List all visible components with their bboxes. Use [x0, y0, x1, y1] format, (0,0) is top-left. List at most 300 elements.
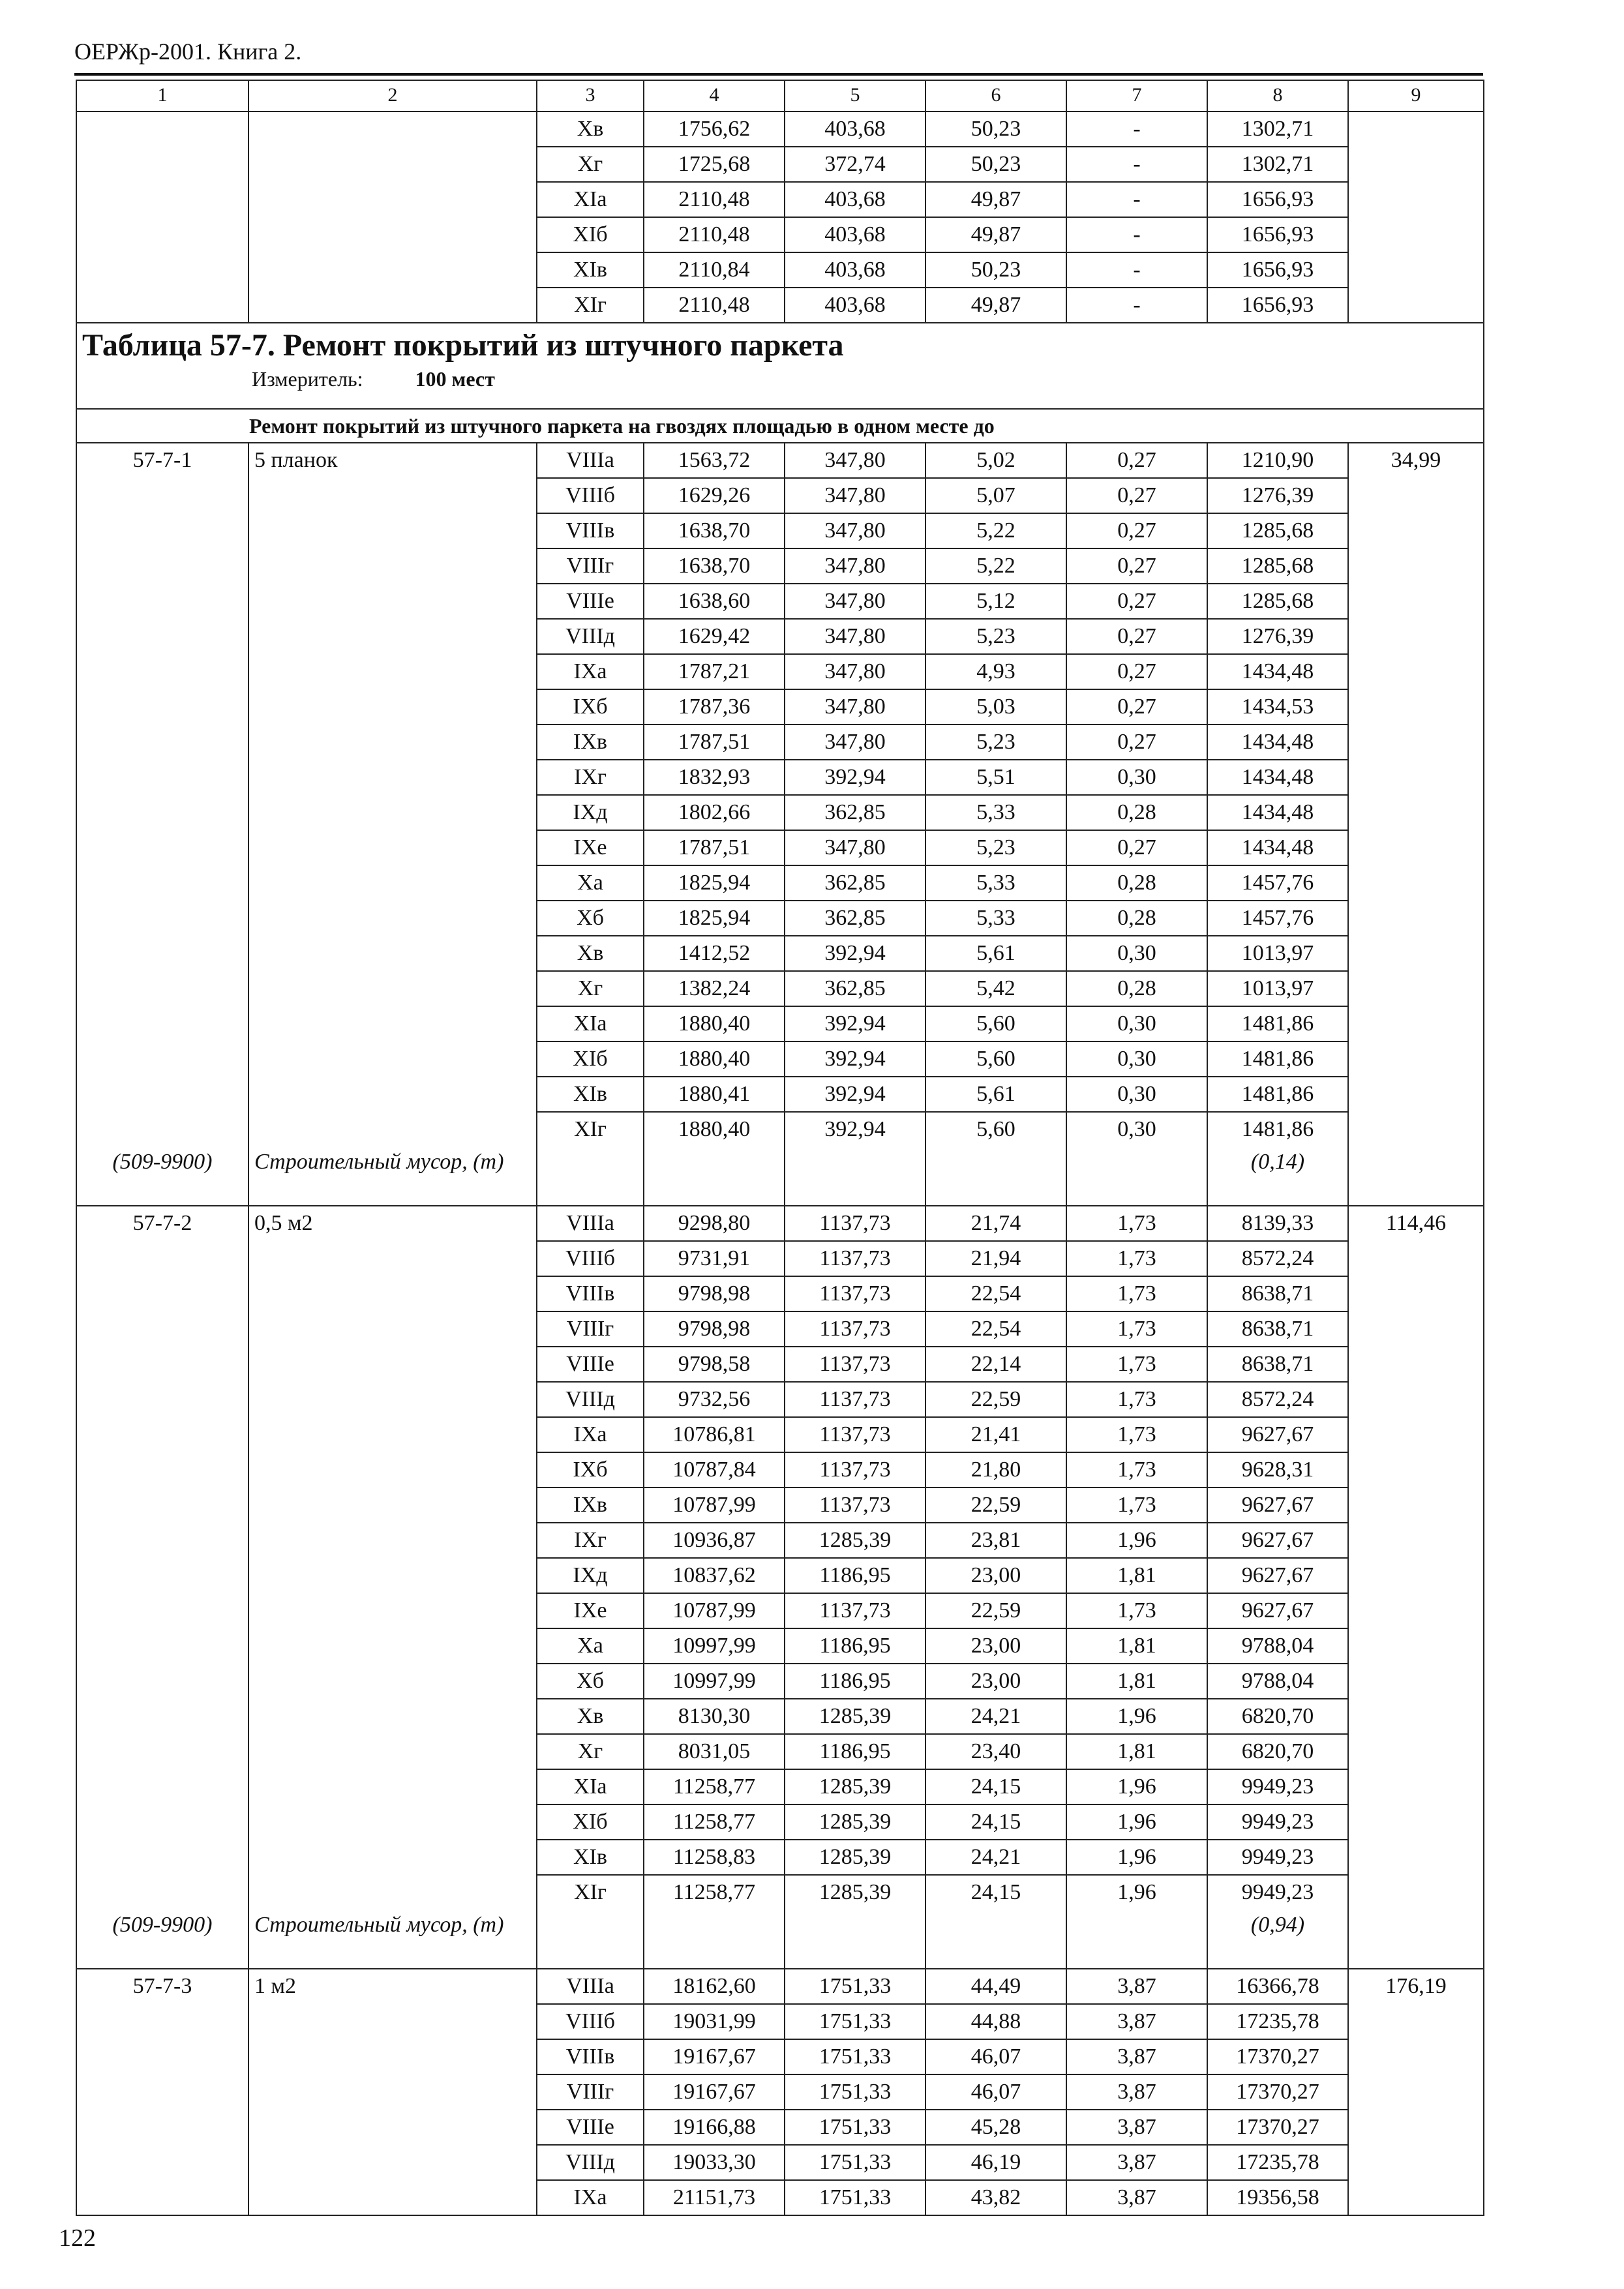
machines-cell: 5,42 [925, 971, 1066, 1006]
table-row [76, 795, 1484, 830]
rate-code-cell [76, 2004, 248, 2039]
zone-code-cell: VIIIд [537, 619, 644, 654]
rate-code-cell [76, 1276, 248, 1311]
materials-cell: 6820,70 [1207, 1734, 1348, 1769]
rate-name-cell [248, 217, 537, 252]
table-row [76, 1769, 1484, 1804]
machines-cell: 5,51 [925, 760, 1066, 795]
empty-cell [644, 1146, 785, 1206]
machinist-wages-cell: 3,87 [1066, 2145, 1207, 2180]
column-number: 9 [1348, 80, 1484, 112]
total-cost-cell: 21151,73 [644, 2180, 785, 2215]
wages-cell: 362,85 [785, 795, 925, 830]
total-cost-cell: 2110,48 [644, 182, 785, 217]
wages-cell: 347,80 [785, 443, 925, 478]
rate-name-cell [248, 1804, 537, 1840]
materials-cell: 8139,33 [1207, 1206, 1348, 1241]
labor-cost-cell [1348, 1347, 1484, 1382]
table-row [76, 1628, 1484, 1664]
materials-cell: 1434,48 [1207, 654, 1348, 689]
empty-cell [785, 1909, 925, 1969]
total-cost-cell: 1629,26 [644, 478, 785, 513]
table-row [76, 1523, 1484, 1558]
total-cost-cell: 1880,40 [644, 1041, 785, 1077]
zone-code-cell: IXб [537, 1452, 644, 1488]
materials-cell: 8572,24 [1207, 1382, 1348, 1417]
rate-code-cell [76, 936, 248, 971]
rate-code-cell [76, 1699, 248, 1734]
total-cost-cell: 1880,40 [644, 1112, 785, 1146]
rate-code-cell [76, 1452, 248, 1488]
total-cost-cell: 11258,83 [644, 1840, 785, 1875]
zone-code-cell: IXа [537, 654, 644, 689]
table-row [76, 1558, 1484, 1593]
table-row [76, 1840, 1484, 1875]
rate-name-cell [248, 830, 537, 865]
machines-cell: 24,15 [925, 1875, 1066, 1909]
zone-code-cell: VIIIа [537, 1969, 644, 2004]
total-cost-cell: 11258,77 [644, 1769, 785, 1804]
machinist-wages-cell: 1,73 [1066, 1382, 1207, 1417]
materials-cell: 1013,97 [1207, 971, 1348, 1006]
machines-cell: 49,87 [925, 288, 1066, 323]
labor-cost-cell [1348, 513, 1484, 548]
total-cost-cell: 10786,81 [644, 1417, 785, 1452]
wages-cell: 1137,73 [785, 1276, 925, 1311]
machines-cell: 5,02 [925, 443, 1066, 478]
debris-value: (0,14) [1250, 1150, 1305, 1174]
rate-name-cell [248, 1628, 537, 1664]
total-cost-cell: 10936,87 [644, 1523, 785, 1558]
rate-code-cell [76, 725, 248, 760]
rate-code-cell [76, 478, 248, 513]
machinist-wages-cell: - [1066, 252, 1207, 288]
machines-cell: 46,07 [925, 2074, 1066, 2110]
materials-cell: 1434,48 [1207, 760, 1348, 795]
rate-name-cell [248, 1041, 537, 1077]
rate-name-cell [248, 1452, 537, 1488]
empty-cell [785, 1146, 925, 1206]
machinist-wages-cell: 1,96 [1066, 1875, 1207, 1909]
rate-name-cell [248, 1241, 537, 1276]
rate-name-cell [248, 147, 537, 182]
machinist-wages-cell: 0,30 [1066, 760, 1207, 795]
total-cost-cell: 1629,42 [644, 619, 785, 654]
machinist-wages-cell: 1,81 [1066, 1558, 1207, 1593]
zone-code-cell: Xв [537, 936, 644, 971]
materials-cell: 1481,86 [1207, 1041, 1348, 1077]
rate-name-cell [248, 112, 537, 147]
wages-cell: 392,94 [785, 1006, 925, 1041]
debris-value: (0,94) [1250, 1913, 1305, 1937]
rate-name-cell [248, 478, 537, 513]
machinist-wages-cell: - [1066, 182, 1207, 217]
zone-code-cell: XIв [537, 252, 644, 288]
rate-name-cell [248, 1382, 537, 1417]
empty-cell [1348, 1146, 1484, 1206]
labor-cost-cell [1348, 1041, 1484, 1077]
wages-cell: 362,85 [785, 865, 925, 901]
rate-code-cell [76, 1077, 248, 1112]
zone-code-cell: Xб [537, 1664, 644, 1699]
zone-code-cell: IXе [537, 1593, 644, 1628]
labor-cost-cell [1348, 830, 1484, 865]
machines-cell: 22,59 [925, 1488, 1066, 1523]
materials-cell: 9949,23 [1207, 1875, 1348, 1909]
rate-code-cell [76, 1628, 248, 1664]
machinist-wages-cell: 0,30 [1066, 1006, 1207, 1041]
machines-cell: 23,40 [925, 1734, 1066, 1769]
rate-name-cell [248, 548, 537, 584]
wages-cell: 347,80 [785, 584, 925, 619]
machines-cell: 4,93 [925, 654, 1066, 689]
machines-cell: 24,21 [925, 1840, 1066, 1875]
total-cost-cell: 1787,51 [644, 830, 785, 865]
machines-cell: 5,33 [925, 795, 1066, 830]
rate-name-cell [248, 252, 537, 288]
machines-cell: 5,61 [925, 1077, 1066, 1112]
wages-cell: 347,80 [785, 478, 925, 513]
wages-cell: 1137,73 [785, 1206, 925, 1241]
debris-name-cell [248, 1146, 537, 1206]
labor-cost-cell [1348, 1840, 1484, 1875]
zone-code-cell: IXа [537, 2180, 644, 2215]
labor-cost-cell [1348, 1077, 1484, 1112]
rate-code-cell [76, 1241, 248, 1276]
empty-cell [925, 1146, 1066, 1206]
table-row [76, 1241, 1484, 1276]
machinist-wages-cell: 0,28 [1066, 971, 1207, 1006]
rate-name-cell [248, 619, 537, 654]
labor-cost-cell [1348, 689, 1484, 725]
rate-code-cell [76, 1558, 248, 1593]
wages-cell: 1137,73 [785, 1241, 925, 1276]
rate-code-cell [76, 1664, 248, 1699]
rate-code-cell [76, 1041, 248, 1077]
rate-code-cell [76, 1769, 248, 1804]
total-cost-cell: 9732,56 [644, 1382, 785, 1417]
wages-cell: 1137,73 [785, 1347, 925, 1382]
table-row [76, 1112, 1484, 1146]
machines-cell: 50,23 [925, 112, 1066, 147]
materials-cell: 17370,27 [1207, 2110, 1348, 2145]
estimate-table [76, 80, 1484, 2216]
total-cost-cell: 10787,84 [644, 1452, 785, 1488]
total-cost-cell: 1832,93 [644, 760, 785, 795]
rate-code-cell [76, 760, 248, 795]
rate-code-cell [76, 1347, 248, 1382]
labor-cost-cell [1348, 1311, 1484, 1347]
wages-cell: 1751,33 [785, 2110, 925, 2145]
machines-cell: 22,59 [925, 1593, 1066, 1628]
zone-code-cell: IXд [537, 1558, 644, 1593]
table-row [76, 1382, 1484, 1417]
wages-cell: 1285,39 [785, 1875, 925, 1909]
total-cost-cell: 10787,99 [644, 1593, 785, 1628]
rate-code-cell [76, 288, 248, 323]
total-cost-cell: 1825,94 [644, 901, 785, 936]
table-row [76, 1452, 1484, 1488]
rate-name-cell [248, 2004, 537, 2039]
table-row [76, 2074, 1484, 2110]
total-cost-cell: 2110,48 [644, 217, 785, 252]
machines-cell: 5,61 [925, 936, 1066, 971]
table-row [76, 252, 1484, 288]
machinist-wages-cell: 3,87 [1066, 1969, 1207, 2004]
materials-cell: 17370,27 [1207, 2074, 1348, 2110]
labor-cost-cell [1348, 971, 1484, 1006]
zone-code-cell: Xг [537, 147, 644, 182]
rate-name-cell [248, 1734, 537, 1769]
table-row [76, 513, 1484, 548]
machines-cell: 5,60 [925, 1112, 1066, 1146]
zone-code-cell: XIг [537, 288, 644, 323]
table-row [76, 1276, 1484, 1311]
zone-code-cell: XIб [537, 1804, 644, 1840]
total-cost-cell: 9798,98 [644, 1311, 785, 1347]
machinist-wages-cell: 3,87 [1066, 2110, 1207, 2145]
labor-cost-cell [1348, 1523, 1484, 1558]
total-cost-cell: 2110,48 [644, 288, 785, 323]
machinist-wages-cell: 1,96 [1066, 1523, 1207, 1558]
rate-code-cell [76, 689, 248, 725]
wages-cell: 403,68 [785, 288, 925, 323]
debris-value-cell [1207, 1909, 1348, 1969]
rate-name-cell [248, 1840, 537, 1875]
table-body [76, 80, 1484, 2215]
materials-cell: 1656,93 [1207, 252, 1348, 288]
total-cost-cell: 1787,51 [644, 725, 785, 760]
rate-code-cell [76, 1734, 248, 1769]
labor-cost-cell: 34,99 [1348, 443, 1484, 478]
labor-cost-cell [1348, 619, 1484, 654]
zone-code-cell: XIв [537, 1077, 644, 1112]
wages-cell: 347,80 [785, 548, 925, 584]
total-cost-cell: 10837,62 [644, 1558, 785, 1593]
table-title-row [76, 323, 1484, 409]
labor-cost-cell [1348, 1769, 1484, 1804]
debris-code-cell [76, 1146, 248, 1206]
labor-cost-cell [1348, 478, 1484, 513]
zone-code-cell: VIIIа [537, 443, 644, 478]
zone-code-cell: VIIIб [537, 478, 644, 513]
zone-code-cell: VIIIе [537, 2110, 644, 2145]
zone-code-cell: XIг [537, 1112, 644, 1146]
labor-cost-cell [1348, 252, 1484, 288]
labor-cost-cell [1348, 2004, 1484, 2039]
table-row [76, 689, 1484, 725]
rate-name-cell [248, 1347, 537, 1382]
labor-cost-cell [1348, 1382, 1484, 1417]
zone-code-cell: XIа [537, 182, 644, 217]
rate-name-cell [248, 725, 537, 760]
rate-code-cell [76, 1112, 248, 1146]
rate-name-cell [248, 654, 537, 689]
meter-label: Измеритель: [252, 367, 363, 391]
labor-cost-cell [1348, 1112, 1484, 1146]
table-row [76, 1077, 1484, 1112]
materials-cell: 1276,39 [1207, 478, 1348, 513]
column-number: 5 [785, 80, 925, 112]
table-row [76, 1041, 1484, 1077]
table-row [76, 2039, 1484, 2074]
debris-code: (509-9900) [112, 1150, 213, 1174]
labor-cost-cell [1348, 1875, 1484, 1909]
wages-cell: 347,80 [785, 513, 925, 548]
machinist-wages-cell: 1,81 [1066, 1628, 1207, 1664]
zone-code-cell: VIIIг [537, 2074, 644, 2110]
zone-code-cell: XIг [537, 1875, 644, 1909]
rate-name-cell [248, 901, 537, 936]
zone-code-cell: IXб [537, 689, 644, 725]
machinist-wages-cell: 3,87 [1066, 2039, 1207, 2074]
total-cost-cell: 19166,88 [644, 2110, 785, 2145]
machines-cell: 23,00 [925, 1628, 1066, 1664]
column-number: 7 [1066, 80, 1207, 112]
machinist-wages-cell: 1,73 [1066, 1206, 1207, 1241]
labor-cost-cell [1348, 1452, 1484, 1488]
machines-cell: 5,12 [925, 584, 1066, 619]
table-row [76, 760, 1484, 795]
materials-cell: 1210,90 [1207, 443, 1348, 478]
rate-name-cell [248, 1558, 537, 1593]
materials-cell: 1656,93 [1207, 288, 1348, 323]
wages-cell: 347,80 [785, 689, 925, 725]
materials-cell: 8638,71 [1207, 1347, 1348, 1382]
rate-code-cell [76, 1488, 248, 1523]
column-number: 1 [76, 80, 248, 112]
zone-code-cell: Xг [537, 1734, 644, 1769]
table-title-cell [76, 323, 1484, 409]
materials-cell: 9627,67 [1207, 1593, 1348, 1628]
materials-cell: 16366,78 [1207, 1969, 1348, 2004]
machinist-wages-cell: - [1066, 288, 1207, 323]
machinist-wages-cell: 1,81 [1066, 1734, 1207, 1769]
table-row [76, 443, 1484, 478]
rate-code-cell [76, 795, 248, 830]
header-rule [74, 73, 1483, 76]
materials-cell: 19356,58 [1207, 2180, 1348, 2215]
rate-name-cell: 1 м2 [248, 1969, 537, 2004]
debris-row [76, 1146, 1484, 1206]
rate-name-cell [248, 1488, 537, 1523]
materials-cell: 8638,71 [1207, 1311, 1348, 1347]
empty-cell [1066, 1909, 1207, 1969]
table-row [76, 901, 1484, 936]
rate-code-cell [76, 2074, 248, 2110]
materials-cell: 1285,68 [1207, 548, 1348, 584]
machines-cell: 21,80 [925, 1452, 1066, 1488]
machinist-wages-cell: 0,30 [1066, 1041, 1207, 1077]
labor-cost-cell [1348, 1804, 1484, 1840]
rate-code-cell [76, 1804, 248, 1840]
machines-cell: 44,88 [925, 2004, 1066, 2039]
rate-code-cell [76, 619, 248, 654]
machinist-wages-cell: 0,27 [1066, 725, 1207, 760]
machines-cell: 50,23 [925, 252, 1066, 288]
total-cost-cell: 1563,72 [644, 443, 785, 478]
rate-name-cell [248, 2074, 537, 2110]
machinist-wages-cell: 1,73 [1066, 1347, 1207, 1382]
rate-name-cell [248, 1006, 537, 1041]
machinist-wages-cell: 0,28 [1066, 901, 1207, 936]
wages-cell: 1137,73 [785, 1382, 925, 1417]
table-row [76, 1347, 1484, 1382]
total-cost-cell: 18162,60 [644, 1969, 785, 2004]
labor-cost-cell [1348, 288, 1484, 323]
table-row [76, 1311, 1484, 1347]
labor-cost-cell [1348, 1241, 1484, 1276]
materials-cell: 17235,78 [1207, 2004, 1348, 2039]
total-cost-cell: 1802,66 [644, 795, 785, 830]
machinist-wages-cell: 0,30 [1066, 1077, 1207, 1112]
total-cost-cell: 1638,60 [644, 584, 785, 619]
labor-cost-cell [1348, 1699, 1484, 1734]
rate-name-cell [248, 182, 537, 217]
total-cost-cell: 1638,70 [644, 513, 785, 548]
section-subheader: Ремонт покрытий из штучного паркета на гвоздях площадью в одном месте до [76, 409, 1484, 443]
labor-cost-cell [1348, 901, 1484, 936]
total-cost-cell: 2110,84 [644, 252, 785, 288]
total-cost-cell: 1756,62 [644, 112, 785, 147]
wages-cell: 403,68 [785, 182, 925, 217]
machinist-wages-cell: 0,27 [1066, 619, 1207, 654]
table-row [76, 1006, 1484, 1041]
wages-cell: 403,68 [785, 217, 925, 252]
materials-cell: 9627,67 [1207, 1558, 1348, 1593]
table-row [76, 1875, 1484, 1909]
zone-code-cell: XIб [537, 217, 644, 252]
table-row [76, 865, 1484, 901]
rate-name-cell [248, 1112, 537, 1146]
zone-code-cell: VIIIд [537, 2145, 644, 2180]
machinist-wages-cell: 1,96 [1066, 1769, 1207, 1804]
rate-name-cell [248, 1875, 537, 1909]
wages-cell: 403,68 [785, 112, 925, 147]
empty-cell [644, 1909, 785, 1969]
rate-code-cell [76, 1382, 248, 1417]
labor-cost-cell [1348, 795, 1484, 830]
wages-cell: 347,80 [785, 830, 925, 865]
machinist-wages-cell: 1,73 [1066, 1488, 1207, 1523]
labor-cost-cell [1348, 2074, 1484, 2110]
table-row [76, 1699, 1484, 1734]
zone-code-cell: IXе [537, 830, 644, 865]
rate-code-cell [76, 1006, 248, 1041]
zone-code-cell: IXв [537, 725, 644, 760]
materials-cell: 1457,76 [1207, 865, 1348, 901]
machinist-wages-cell: 0,27 [1066, 513, 1207, 548]
zone-code-cell: Xг [537, 971, 644, 1006]
wages-cell: 1137,73 [785, 1417, 925, 1452]
machines-cell: 23,81 [925, 1523, 1066, 1558]
table-row [76, 2180, 1484, 2215]
total-cost-cell: 8130,30 [644, 1699, 785, 1734]
wages-cell: 1186,95 [785, 1664, 925, 1699]
rate-code-cell [76, 548, 248, 584]
zone-code-cell: IXа [537, 1417, 644, 1452]
labor-cost-cell [1348, 2145, 1484, 2180]
rate-code-cell [76, 584, 248, 619]
machines-cell: 22,59 [925, 1382, 1066, 1417]
wages-cell: 347,80 [785, 619, 925, 654]
machinist-wages-cell: 1,96 [1066, 1840, 1207, 1875]
machines-cell: 46,07 [925, 2039, 1066, 2074]
labor-cost-cell [1348, 2180, 1484, 2215]
wages-cell: 1186,95 [785, 1628, 925, 1664]
materials-cell: 1656,93 [1207, 182, 1348, 217]
machinist-wages-cell: 0,27 [1066, 548, 1207, 584]
